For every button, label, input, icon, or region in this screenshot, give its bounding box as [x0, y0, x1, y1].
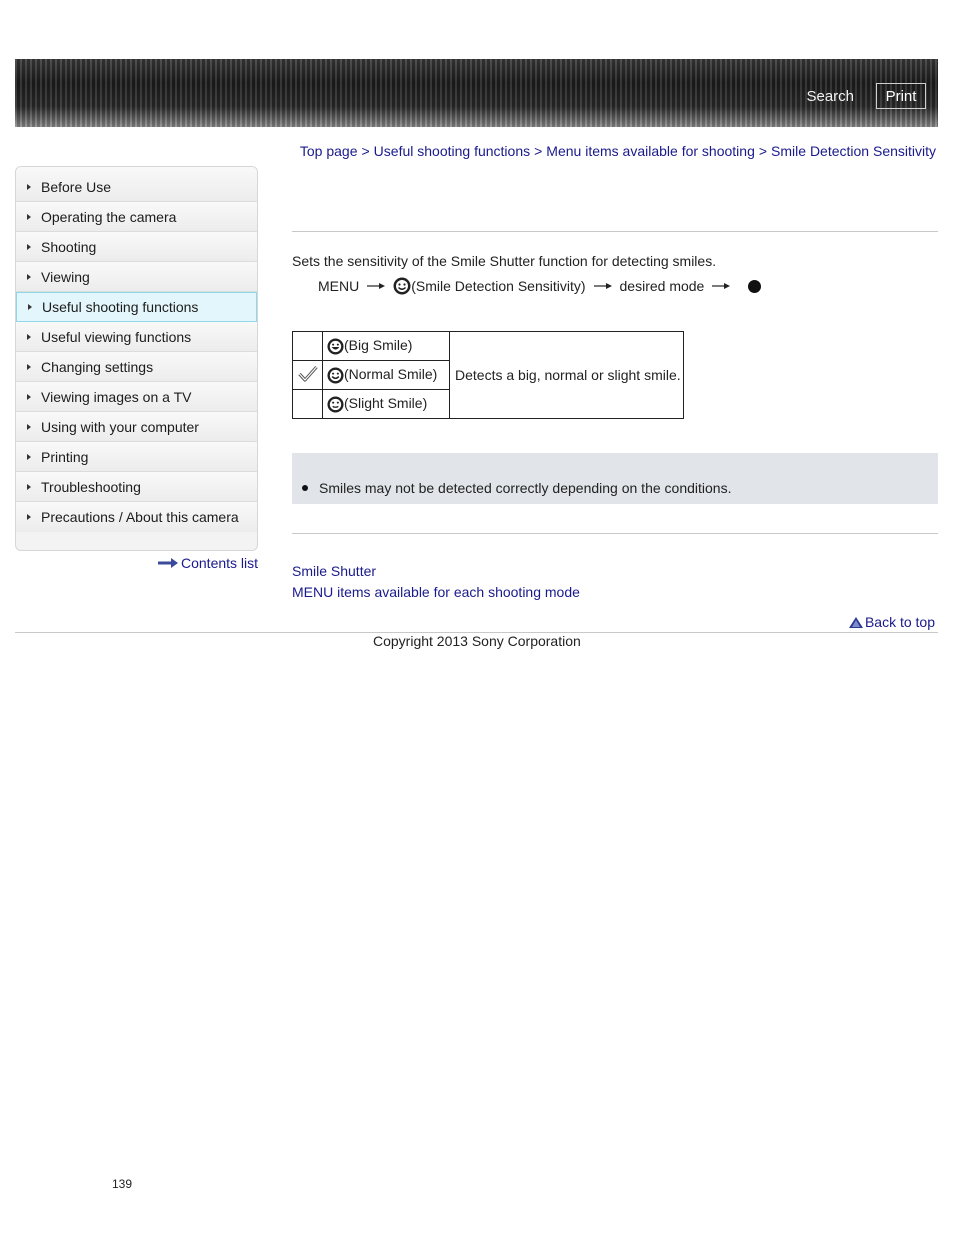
checkmark-icon: [298, 365, 318, 383]
sidebar-item-label: Printing: [41, 448, 89, 465]
triangle-right-icon: [27, 244, 31, 250]
related-link-menu-items[interactable]: MENU items available for each shooting mode: [292, 584, 580, 600]
smile-detection-icon: [393, 277, 411, 295]
back-to-top-link[interactable]: [849, 614, 935, 630]
sidebar-item-label: Viewing: [41, 268, 90, 285]
mode-cell: [323, 361, 450, 390]
triangle-right-icon: [27, 424, 31, 430]
contents-list-label: Contents list: [181, 555, 259, 571]
bullet-icon: [302, 485, 308, 491]
menu-label: MENU: [318, 278, 360, 294]
sidebar-item-label: Using with your computer: [41, 418, 199, 435]
arrow-right-icon: [367, 282, 385, 290]
sidebar-item-changing-settings[interactable]: [16, 352, 257, 382]
table-row: [293, 332, 684, 361]
breadcrumb-separator: >: [758, 143, 768, 159]
sidebar-item-tv[interactable]: [16, 382, 257, 412]
sidebar-item-viewing[interactable]: [16, 262, 257, 292]
breadcrumb: [300, 143, 936, 159]
sidebar-item-useful-shooting[interactable]: [16, 292, 257, 322]
triangle-right-icon: [27, 514, 31, 520]
modes-table: [292, 331, 684, 419]
sidebar-nav: [15, 166, 258, 551]
arrow-right-icon: [594, 282, 612, 290]
sidebar-item-before-use[interactable]: [16, 167, 257, 202]
divider: [292, 231, 938, 232]
note-text: Smiles may not be detected correctly depending on the conditions.: [319, 480, 732, 496]
normal-smile-icon: [327, 367, 344, 384]
center-button-icon: [748, 280, 761, 293]
sidebar-item-label: Before Use: [41, 178, 112, 195]
triangle-right-icon: [27, 484, 31, 490]
sidebar-item-label: Useful shooting functions: [42, 299, 199, 315]
breadcrumb-useful-shooting[interactable]: Useful shooting functions: [373, 143, 531, 159]
triangle-right-icon: [27, 394, 31, 400]
triangle-right-icon: [27, 334, 31, 340]
triangle-right-icon: [27, 364, 31, 370]
sidebar-item-useful-viewing[interactable]: [16, 322, 257, 352]
sidebar-item-troubleshooting[interactable]: [16, 472, 257, 502]
check-cell: [293, 332, 323, 361]
mode-label: (Slight Smile): [344, 395, 428, 412]
header-bar: [15, 59, 938, 127]
note-item: [302, 480, 731, 496]
sidebar-item-label: Operating the camera: [41, 208, 177, 225]
page-number: 139: [112, 1177, 133, 1191]
sidebar-item-label: Changing settings: [41, 358, 154, 375]
big-smile-icon: [327, 338, 344, 355]
sidebar-item-label: Precautions / About this camera: [41, 509, 239, 525]
copyright: Copyright 2013 Sony Corporation: [373, 633, 581, 649]
mode-label: (Normal Smile): [344, 366, 438, 383]
triangle-right-icon: [27, 214, 31, 220]
divider: [292, 533, 938, 534]
description-cell: Detects a big, normal or slight smile.: [450, 332, 684, 419]
contents-list-link[interactable]: [158, 555, 258, 571]
triangle-right-icon: [28, 304, 32, 310]
print-button[interactable]: Print: [876, 83, 926, 109]
check-cell: [293, 361, 323, 390]
arrow-right-icon: [712, 282, 730, 290]
mode-label: desired mode: [619, 278, 705, 294]
sidebar-item-computer[interactable]: [16, 412, 257, 442]
mode-label: (Big Smile): [344, 337, 413, 354]
sidebar-item-printing[interactable]: [16, 442, 257, 472]
breadcrumb-top-page[interactable]: Top page: [299, 143, 358, 159]
slight-smile-icon: [327, 396, 344, 413]
sidebar-item-label: Useful viewing functions: [41, 328, 192, 345]
breadcrumb-separator: >: [534, 143, 543, 159]
mode-cell: [323, 332, 450, 361]
breadcrumb-current[interactable]: Smile Detection Sensitivity: [771, 143, 936, 159]
breadcrumb-menu-items[interactable]: Menu items available for shooting: [546, 143, 755, 159]
sidebar-item-operating[interactable]: [16, 202, 257, 232]
sidebar-item-label: Troubleshooting: [41, 478, 141, 495]
intro-text: Sets the sensitivity of the Smile Shutter function for detecting smiles.: [292, 253, 717, 269]
back-to-top-label: Back to top: [864, 614, 935, 630]
sidebar-item-shooting[interactable]: [16, 232, 257, 262]
arrow-right-icon: [158, 558, 178, 568]
menu-path: [318, 277, 761, 295]
sidebar-item-precautions[interactable]: [16, 502, 257, 532]
sidebar-item-label: Shooting: [41, 238, 97, 255]
setting-label: (Smile Detection Sensitivity): [411, 278, 586, 294]
triangle-right-icon: [27, 454, 31, 460]
related-link-smile-shutter[interactable]: Smile Shutter: [292, 563, 377, 579]
mode-cell: [323, 390, 450, 419]
search-link[interactable]: Search: [806, 88, 854, 105]
note-box: [292, 453, 938, 504]
check-cell: [293, 390, 323, 419]
triangle-up-icon: [849, 617, 863, 628]
triangle-right-icon: [27, 274, 31, 280]
triangle-right-icon: [27, 184, 31, 190]
sidebar-item-label: Viewing images on a TV: [41, 388, 192, 405]
breadcrumb-separator: >: [361, 143, 370, 159]
